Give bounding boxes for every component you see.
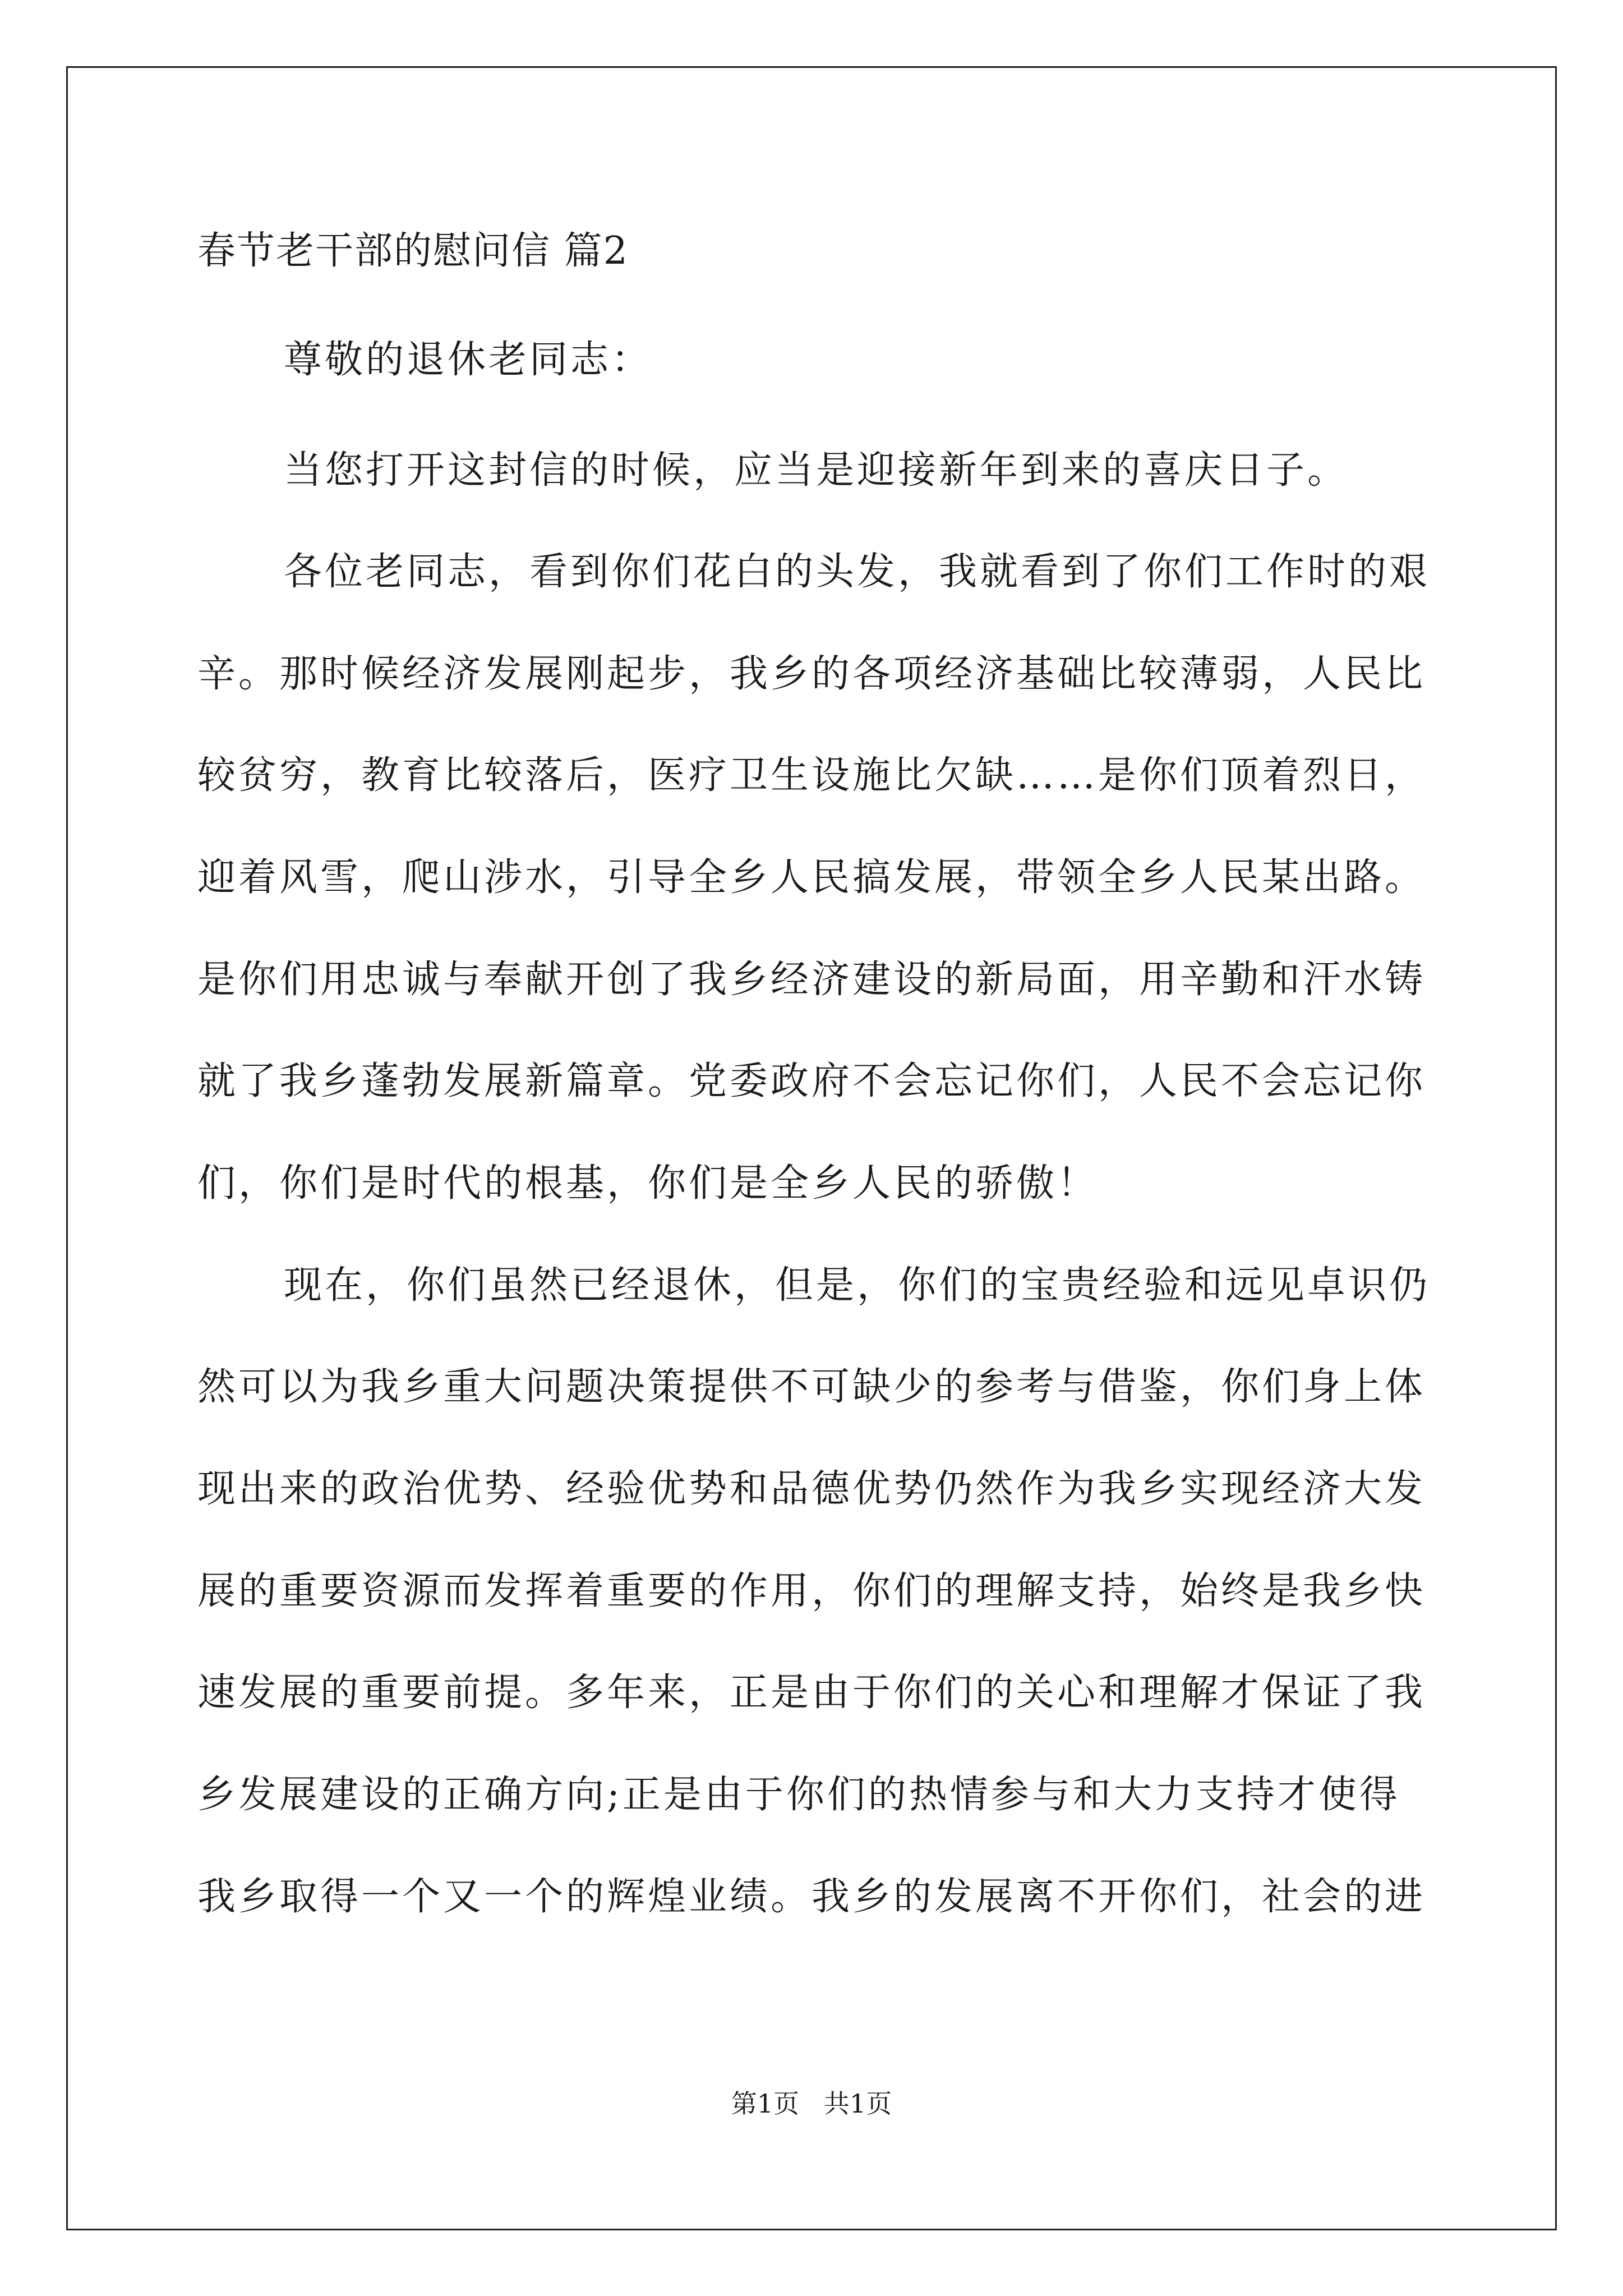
paragraph-line: 各位老同志，看到你们花白的头发，我就看到了你们工作时的艰 bbox=[284, 550, 1431, 594]
paragraph-line: 展的重要资源而发挥着重要的作用，你们的理解支持，始终是我乡快 bbox=[197, 1569, 1426, 1613]
paragraph-line: 是你们用忠诚与奉献开创了我乡经济建设的新局面，用辛勤和汗水铸 bbox=[197, 958, 1426, 1002]
document-title: 春节老干部的慰问信 篇2 bbox=[197, 229, 629, 273]
paragraph-line: 速发展的重要前提。多年来，正是由于你们的关心和理解才保证了我 bbox=[197, 1671, 1426, 1715]
paragraph-line: 我乡取得一个又一个的辉煌业绩。我乡的发展离不开你们，社会的进 bbox=[197, 1875, 1426, 1919]
paragraph-line: 较贫穷，教育比较落后，医疗卫生设施比欠缺……是你们顶着烈日， bbox=[197, 753, 1426, 798]
paragraph-line: 当您打开这封信的时候，应当是迎接新年到来的喜庆日子。 bbox=[284, 448, 1349, 493]
page-number-footer: 第1页 共1页 bbox=[731, 2088, 892, 2119]
paragraph-line: 乡发展建设的正确方向;正是由于你们的热情参与和大力支持才使得 bbox=[197, 1773, 1400, 1817]
paragraph-line: 然可以为我乡重大问题决策提供不可缺少的参考与借鉴，你们身上体 bbox=[197, 1365, 1426, 1409]
paragraph-line: 迎着风雪，爬山涉水，引导全乡人民搞发展，带领全乡人民某出路。 bbox=[197, 855, 1426, 900]
salutation: 尊敬的退休老同志： bbox=[284, 338, 653, 382]
paragraph-line: 就了我乡蓬勃发展新篇章。党委政府不会忘记你们，人民不会忘记你 bbox=[197, 1059, 1426, 1103]
paragraph-line: 现在，你们虽然已经退休，但是，你们的宝贵经验和远见卓识仍 bbox=[284, 1263, 1431, 1308]
paragraph-line: 辛。那时候经济发展刚起步，我乡的各项经济基础比较薄弱，人民比 bbox=[197, 652, 1426, 696]
paragraph-line: 现出来的政治优势、经验优势和品德优势仍然作为我乡实现经济大发 bbox=[197, 1467, 1426, 1511]
paragraph-line: 们，你们是时代的根基，你们是全乡人民的骄傲！ bbox=[197, 1161, 1099, 1205]
